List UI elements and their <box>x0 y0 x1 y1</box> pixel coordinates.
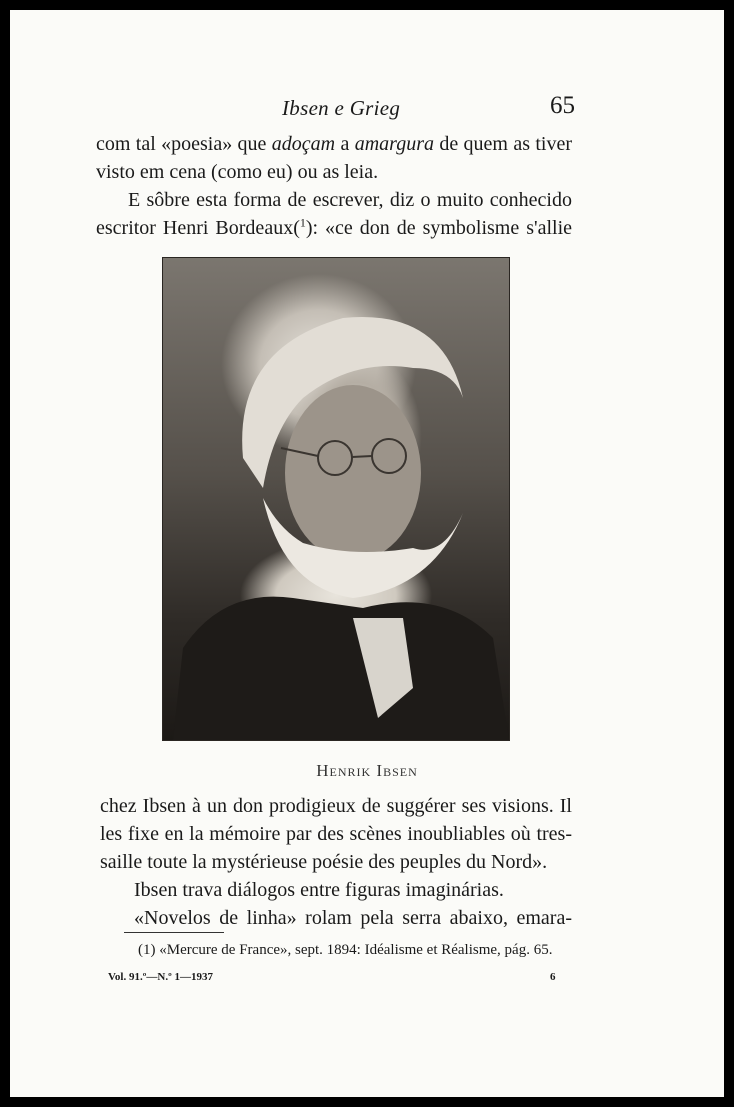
paragraph-line-1: com tal «poesia» que adoçam a amargura de quem as tiver <box>96 133 572 155</box>
paragraph-line-3: E sôbre esta forma de escrever, diz o muito conhecido <box>128 189 572 211</box>
coat-shape <box>173 597 509 740</box>
signature-volume: Vol. 91.º—N.º 1—1937 <box>108 971 213 983</box>
book-page <box>10 10 724 1097</box>
face-shape <box>285 385 421 561</box>
portrait-photo <box>162 257 510 741</box>
footnote-ref: 1 <box>299 215 306 230</box>
running-title: Ibsen e Grieg <box>282 96 401 120</box>
paragraph-line-2: visto em cena (como eu) ou as leia. <box>96 161 379 183</box>
footnote <box>138 940 552 960</box>
paragraph-line-5: chez Ibsen à un don prodigieux de suggérer ses visions. Il <box>100 795 572 817</box>
page-number: 65 <box>550 92 575 119</box>
portrait-drawing <box>163 258 509 740</box>
footnote-text: «Mercure de France», sept. 1894: Idéalisme et Réalisme, pág. 65. <box>159 942 553 958</box>
paragraph-line-6: les fixe en la mémoire par des scènes inoubliables où tres- <box>100 823 572 845</box>
footnote-marker: (1) <box>138 942 156 958</box>
paragraph-line-8: Ibsen trava diálogos entre figuras imaginárias. <box>134 879 504 901</box>
paragraph-line-4: escritor Henri Bordeaux($^1$): «ce don de symbolisme s'allie <box>96 215 573 239</box>
signature-sheet: 6 <box>550 971 556 983</box>
paragraph-line-9: «Novelos de linha» rolam pela serra abaixo, emara- <box>134 907 572 929</box>
figure-caption: Henrik Ibsen <box>316 761 418 780</box>
paragraph-line-7: saille toute la mystérieuse poésie des peuples du Nord». <box>100 851 548 873</box>
footnote-rule <box>124 932 224 933</box>
